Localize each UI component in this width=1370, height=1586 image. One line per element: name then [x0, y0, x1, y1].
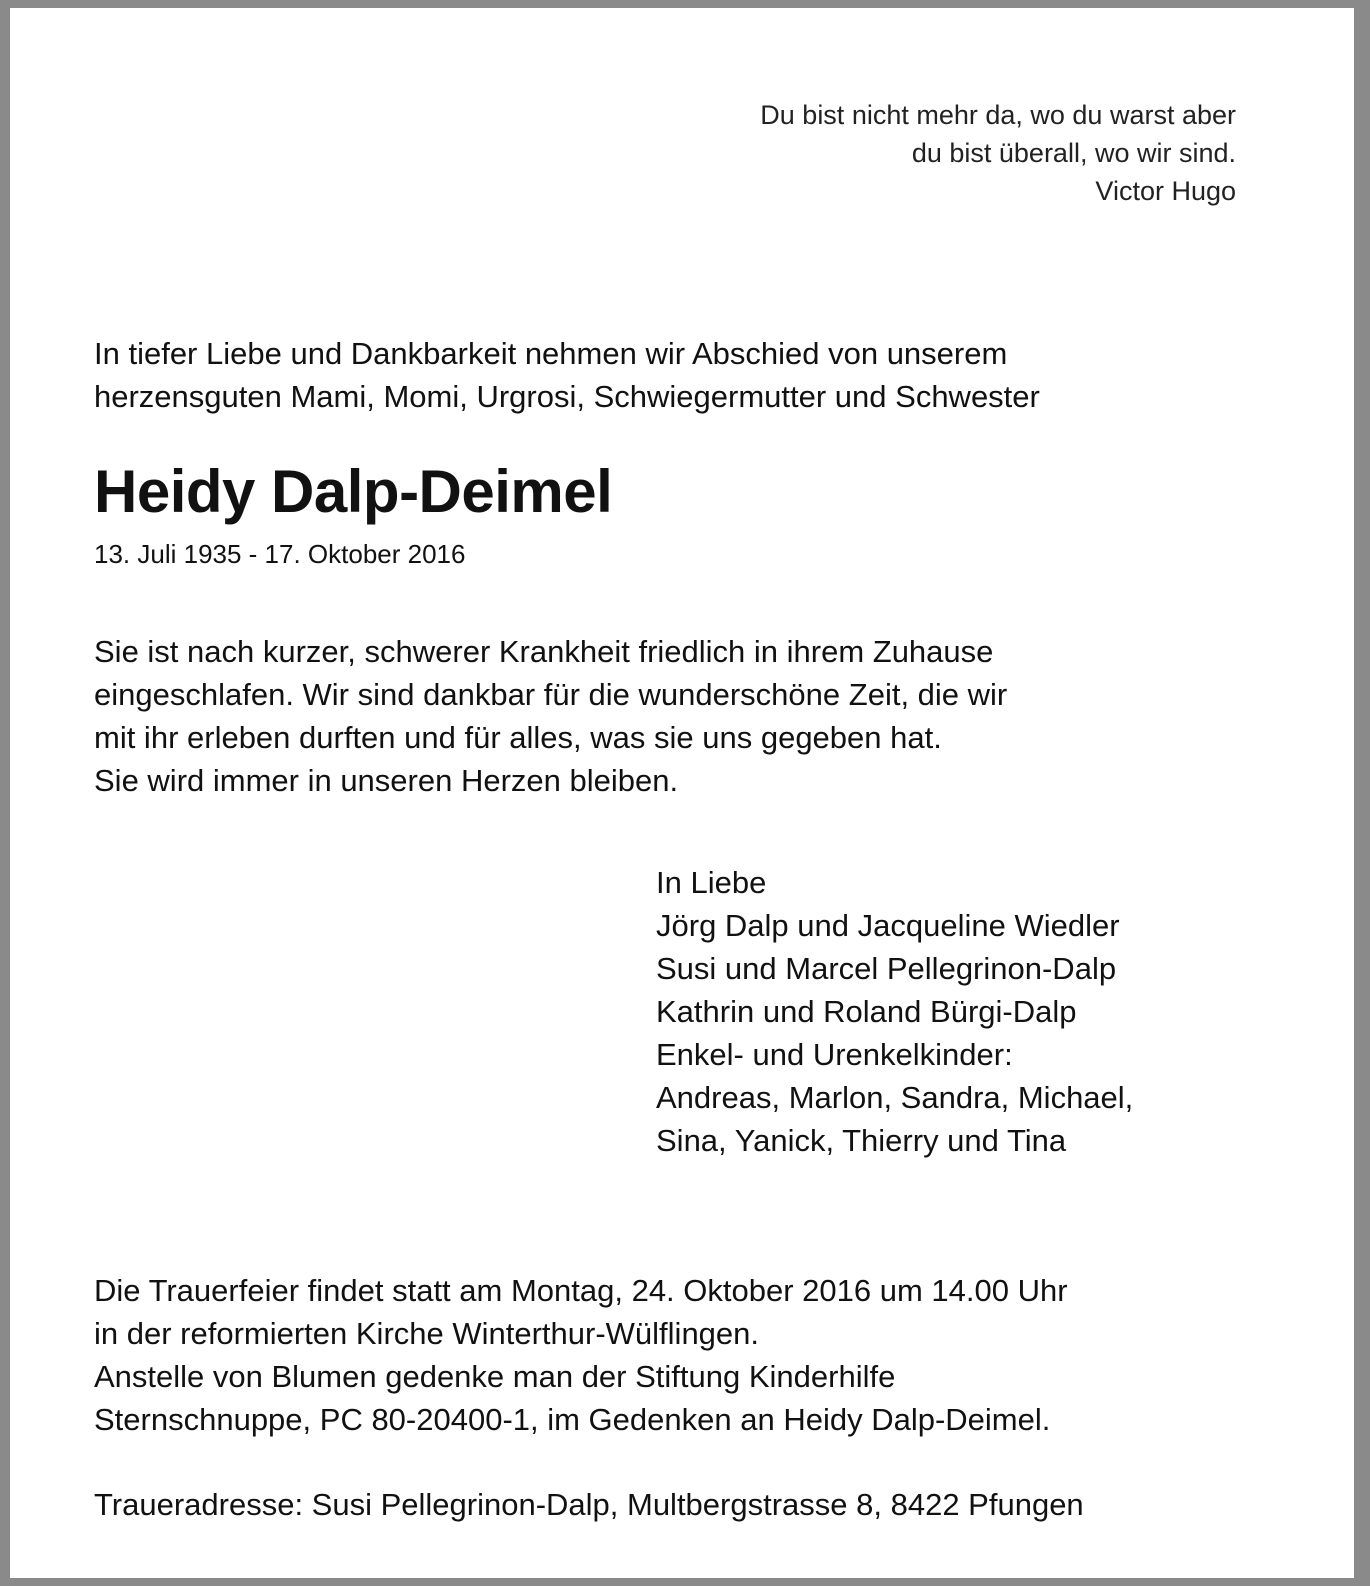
quote-line: du bist überall, wo wir sind.: [911, 138, 1236, 168]
service-details: [94, 1269, 1068, 1441]
intro-paragraph: [94, 332, 1040, 418]
mourning-address: Traueradresse: Susi Pellegrinon-Dalp, Multbergstrasse 8, 8422 Pfungen: [94, 1487, 1084, 1522]
obituary-page: [10, 8, 1354, 1578]
body-line: Sie ist nach kurzer, schwerer Krankheit friedlich in ihrem Zuhause: [94, 634, 994, 669]
family-line: Sina, Yanick, Thierry und Tina: [656, 1123, 1067, 1158]
family-line: Enkel- und Urenkelkinder:: [656, 1037, 1013, 1072]
family-line: Susi und Marcel Pellegrinon-Dalp: [656, 951, 1117, 986]
intro-line: In tiefer Liebe und Dankbarkeit nehmen wir Abschied von unserem: [94, 336, 1008, 371]
service-line: in der reformierten Kirche Winterthur-Wülflingen.: [94, 1316, 760, 1351]
service-line: Sternschnuppe, PC 80-20400-1, im Gedenken an Heidy Dalp-Deimel.: [94, 1402, 1051, 1437]
body-paragraph: [94, 630, 1007, 802]
intro-line: herzensguten Mami, Momi, Urgrosi, Schwiegermutter und Schwester: [94, 379, 1040, 414]
quote-author: Victor Hugo: [1095, 176, 1236, 206]
quote-line: Du bist nicht mehr da, wo du warst aber: [760, 100, 1236, 130]
family-line: In Liebe: [656, 865, 767, 900]
family-line: Jörg Dalp und Jacqueline Wiedler: [656, 908, 1120, 943]
epigraph-quote: [760, 96, 1236, 210]
deceased-name: Heidy Dalp-Deimel: [94, 458, 613, 525]
life-dates: 13. Juli 1935 - 17. Oktober 2016: [94, 539, 466, 569]
body-line: eingeschlafen. Wir sind dankbar für die wunderschöne Zeit, die wir: [94, 677, 1008, 712]
service-line: Die Trauerfeier findet statt am Montag, 24. Oktober 2016 um 14.00 Uhr: [94, 1273, 1068, 1308]
family-signature: [656, 861, 1133, 1162]
family-line: Andreas, Marlon, Sandra, Michael,: [656, 1080, 1134, 1115]
service-line: Anstelle von Blumen gedenke man der Stiftung Kinderhilfe: [94, 1359, 896, 1394]
family-line: Kathrin und Roland Bürgi-Dalp: [656, 994, 1077, 1029]
body-line: mit ihr erleben durften und für alles, was sie uns gegeben hat.: [94, 720, 942, 755]
body-line: Sie wird immer in unseren Herzen bleiben.: [94, 763, 679, 798]
